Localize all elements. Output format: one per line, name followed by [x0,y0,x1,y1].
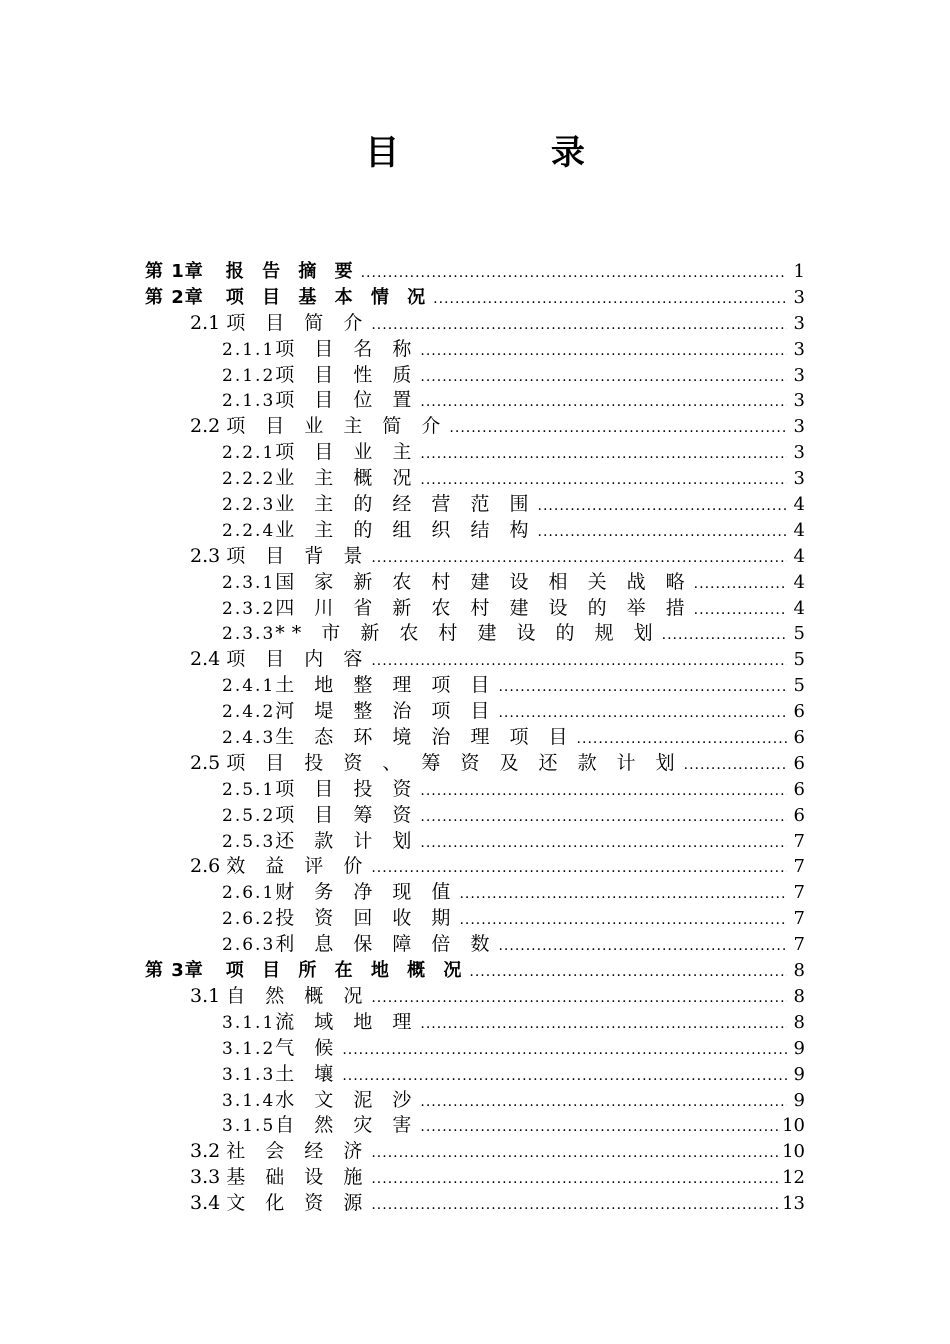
toc-leader-dots [342,1038,787,1064]
toc-entry-number: 第 2章 [145,286,204,308]
toc-entry-number: 2.6.3 [222,935,276,956]
toc-entry-label: 项 目 业 主 简 介 [226,415,448,438]
toc-entry[interactable] [145,854,805,880]
toc-leader-dots [684,753,787,779]
toc-entry-number: 2.5.1 [222,779,276,800]
toc-entry-number: 3.2 [190,1140,221,1163]
toc-entry[interactable] [145,932,805,958]
toc-entry[interactable] [145,518,805,544]
toc-entry-page: 6 [793,804,805,826]
toc-entry[interactable] [145,1010,805,1036]
toc-entry-page: 4 [793,519,805,541]
toc-entry-label: 报 告 摘 要 [225,261,359,282]
toc-entry-label: 项 目 基 本 情 况 [225,286,432,308]
toc-entry-page: 4 [793,545,805,567]
toc-entry-page: 4 [793,597,805,619]
toc-entry-label: 国 家 新 农 村 建 设 相 关 战 略 [275,570,692,593]
toc-entry-label: 投 资 回 收 期 [275,907,458,930]
toc-entry[interactable] [145,1191,805,1217]
toc-entry-number: 2.4.1 [222,676,276,697]
toc-entry-page: 6 [793,727,805,749]
toc-entry-page: 9 [793,1063,805,1085]
toc-entry-number: 3.1.1 [222,1012,276,1033]
toc-entry-number: 2.6.2 [222,909,276,930]
toc-entry-page: 9 [793,1089,805,1111]
toc-leader-dots [433,287,787,313]
toc-entry-label: 效 益 评 价 [226,855,370,878]
toc-entry-label: 河 堤 整 治 项 目 [275,700,497,723]
toc-entry-page: 6 [793,701,805,723]
toc-entry-label: 生 态 环 境 治 理 项 目 [275,726,575,749]
toc-entry-page: 7 [793,856,805,878]
toc-entry-number: 2.3.3 [222,624,276,645]
toc-entry[interactable] [145,751,805,777]
toc-entry-number: 2.2.4 [222,520,276,541]
toc-entry-page: 6 [793,778,805,800]
toc-entry-label: 文 化 资 源 [226,1192,370,1215]
toc-entry-label: 项 目 背 景 [226,544,370,567]
toc-entry[interactable] [145,621,805,647]
toc-entry-page: 3 [793,364,805,386]
toc-entry-page: 8 [793,960,805,982]
toc-leader-dots [420,831,787,857]
toc-entry[interactable] [145,958,805,984]
toc-entry-label: 项 目 性 质 [275,363,419,386]
toc-entry-label: 还 款 计 划 [275,829,419,852]
toc-entry-label: 项 目 投 资 [275,777,419,800]
toc-leader-dots [371,986,787,1012]
toc-leader-dots [342,1064,787,1090]
toc-entry[interactable] [145,1165,805,1191]
toc-entry[interactable] [145,311,805,337]
toc-entry-number: 3.4 [190,1192,221,1215]
toc-entry-page: 5 [793,649,805,671]
toc-leader-dots [694,598,787,624]
toc-entry-page: 4 [793,571,805,593]
toc-entry-number: 2.4.2 [222,702,276,723]
toc-entry[interactable] [145,777,805,803]
toc-entry-page: 8 [793,985,805,1007]
toc-entry-label: 利 息 保 障 倍 数 [275,933,497,956]
toc-entry-label: 基 础 设 施 [226,1166,370,1189]
toc-entry[interactable] [145,414,805,440]
toc-entry-number: 2.1.2 [222,365,276,386]
toc-entry-page: 3 [793,442,805,464]
toc-leader-dots [420,1090,787,1116]
toc-entry-page: 5 [793,623,805,645]
toc-leader-dots [469,960,787,986]
toc-leader-dots [498,701,787,727]
toc-entry-number: 2.2 [190,415,221,438]
toc-entry-number: 2.1.3 [222,391,276,412]
toc-entry-number: 3.3 [190,1166,221,1189]
toc-entry-label: 业 主 概 况 [275,467,419,490]
toc-entry-number: 3.1.2 [222,1038,276,1059]
toc-entry[interactable] [145,596,805,622]
toc-entry-label: 项 目 投 资 、 筹 资 及 还 款 计 划 [226,751,682,774]
toc-entry-page: 7 [793,830,805,852]
toc-entry[interactable] [145,725,805,751]
toc-entry-page: 3 [793,338,805,360]
toc-leader-dots [420,442,787,468]
toc-entry[interactable] [145,544,805,570]
toc-entry-label: 项 目 筹 资 [275,803,419,826]
toc-entry[interactable] [145,1036,805,1062]
toc-leader-dots [459,908,787,934]
toc-entry[interactable] [145,440,805,466]
toc-entry-number: 3.1.5 [222,1116,276,1137]
toc-entry-page: 3 [793,468,805,490]
toc-entry-page: 3 [793,390,805,412]
toc-entry-page: 3 [793,312,805,334]
toc-entry-page: 4 [793,494,805,516]
toc-entry-label: 项 目 所 在 地 概 况 [225,960,468,982]
toc-entry-number: 2.1 [190,311,221,334]
toc-entry-label: 项 目 业 主 [275,441,419,464]
toc-entry-number: 2.4 [190,648,221,671]
toc-entry[interactable] [145,699,805,725]
toc-leader-dots [459,882,787,908]
toc-entry-label: 土 地 整 理 项 目 [275,674,497,697]
toc-leader-dots [420,339,787,365]
toc-entry-label: 业 主 的 组 织 结 构 [275,518,536,541]
toc-leader-dots [538,520,787,546]
toc-entry[interactable] [145,1088,805,1114]
toc-entry-label: ** 市 新 农 村 建 设 的 规 划 [275,622,660,645]
toc-entry-page: 8 [793,1011,805,1033]
toc-entry[interactable] [145,673,805,699]
toc-leader-dots [420,1012,787,1038]
toc-entry[interactable] [145,1113,805,1139]
toc-entry[interactable] [145,492,805,518]
toc-entry[interactable] [145,1139,805,1165]
toc-leader-dots [538,494,787,520]
toc-entry-number: 2.2.3 [222,495,276,516]
toc-entry-label: 项 目 简 介 [226,311,370,334]
toc-entry[interactable] [145,984,805,1010]
toc-entry-number: 2.3.1 [222,572,276,593]
toc-entry-number: 2.5 [190,751,221,774]
toc-entry[interactable] [145,906,805,932]
toc-entry-number: 3.1.4 [222,1090,276,1111]
toc-entry-page: 3 [793,416,805,438]
toc-leader-dots [420,805,787,831]
toc-leader-dots [420,365,787,391]
toc-entry[interactable] [145,363,805,389]
toc-entry-page: 7 [793,882,805,904]
toc-leader-dots [449,416,787,442]
toc-leader-dots [498,675,787,701]
toc-entry-page: 12 [782,1167,805,1189]
toc-entry-label: 自 然 灾 害 [275,1114,419,1137]
toc-leader-dots [371,546,787,572]
toc-leader-dots [420,468,787,494]
toc-entry[interactable] [145,829,805,855]
toc-entry-number: 2.6.1 [222,883,276,904]
table-of-contents [145,259,805,1217]
page-title: 目 录 [365,133,655,173]
toc-entry-number: 第 1章 [145,261,204,282]
toc-entry-number: 2.3 [190,544,221,567]
toc-entry-label: 土 壤 [275,1062,341,1085]
toc-entry-page: 7 [793,908,805,930]
toc-entry-number: 2.3.2 [222,598,276,619]
toc-entry-number: 2.2.2 [222,469,276,490]
toc-leader-dots [361,261,787,287]
toc-entry[interactable] [145,647,805,673]
toc-entry-page: 3 [793,286,805,308]
toc-leader-dots [371,649,787,675]
toc-entry-label: 四 川 省 新 农 村 建 设 的 举 措 [275,596,692,619]
toc-entry-page: 7 [793,934,805,956]
toc-entry[interactable] [145,1062,805,1088]
toc-entry-number: 2.1.1 [222,339,276,360]
toc-entry-number: 第 3章 [145,960,204,982]
toc-entry[interactable] [145,285,805,311]
toc-entry-label: 水 文 泥 沙 [275,1088,419,1111]
toc-entry-label: 业 主 的 经 营 范 围 [275,493,536,516]
toc-entry-page: 6 [793,752,805,774]
toc-leader-dots [371,1167,778,1193]
toc-entry[interactable] [145,337,805,363]
toc-entry-label: 气 候 [275,1036,341,1059]
toc-entry[interactable] [145,388,805,414]
toc-entry-page: 5 [793,675,805,697]
toc-leader-dots [498,934,787,960]
toc-leader-dots [420,390,787,416]
toc-entry-label: 项 目 位 置 [275,389,419,412]
toc-entry-label: 自 然 概 况 [226,984,370,1007]
toc-entry-page: 9 [793,1037,805,1059]
toc-entry-number: 2.6 [190,855,221,878]
toc-entry[interactable] [145,803,805,829]
toc-entry-label: 流 域 地 理 [275,1010,419,1033]
toc-entry-number: 2.2.1 [222,443,276,464]
toc-entry-label: 项 目 名 称 [275,337,419,360]
toc-leader-dots [420,779,787,805]
toc-leader-dots [420,1115,778,1141]
toc-entry-label: 项 目 内 容 [226,648,370,671]
toc-entry-page: 1 [793,261,805,282]
toc-entry-page: 10 [782,1115,805,1137]
toc-entry[interactable] [145,466,805,492]
toc-leader-dots [694,572,787,598]
toc-leader-dots [371,313,787,339]
toc-entry[interactable] [145,880,805,906]
toc-entry-number: 2.4.3 [222,728,276,749]
toc-entry-label: 社 会 经 济 [226,1140,370,1163]
toc-entry-label: 财 务 净 现 值 [275,881,458,904]
toc-leader-dots [371,1141,778,1167]
toc-entry-page: 10 [782,1141,805,1163]
toc-entry[interactable] [145,259,805,285]
toc-entry-page: 13 [782,1193,805,1215]
toc-leader-dots [662,623,787,649]
toc-leader-dots [577,727,787,753]
toc-leader-dots [371,856,787,882]
toc-entry-number: 2.5.2 [222,805,276,826]
toc-leader-dots [371,1193,778,1219]
toc-entry-number: 3.1.3 [222,1064,276,1085]
toc-entry-number: 2.5.3 [222,831,276,852]
toc-entry[interactable] [145,570,805,596]
toc-entry-number: 3.1 [190,984,221,1007]
